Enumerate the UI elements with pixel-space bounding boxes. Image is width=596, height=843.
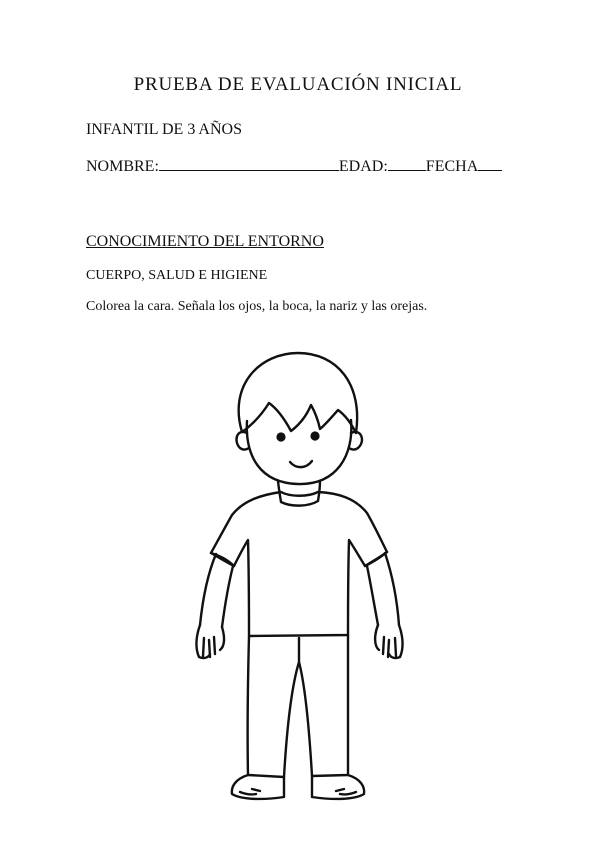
left-arm bbox=[200, 554, 216, 625]
course-label: INFANTIL DE 3 AÑOS bbox=[86, 121, 242, 138]
mouth bbox=[290, 461, 312, 467]
subsection-heading: CUERPO, SALUD E HIGIENE bbox=[86, 268, 268, 283]
name-field[interactable] bbox=[159, 156, 339, 171]
age-field[interactable] bbox=[388, 156, 426, 171]
section-heading: CONOCIMIENTO DEL ENTORNO bbox=[86, 233, 324, 250]
age-label: EDAD: bbox=[338, 158, 388, 175]
page-title: PRUEBA DE EVALUACIÓN INICIAL bbox=[133, 74, 463, 95]
left-eye bbox=[278, 434, 285, 441]
right-hand bbox=[375, 625, 402, 658]
name-label: NOMBRE: bbox=[86, 158, 159, 175]
boy-illustration bbox=[180, 345, 420, 815]
pants bbox=[248, 635, 348, 777]
face bbox=[247, 420, 352, 484]
date-label: FECHA bbox=[425, 158, 479, 175]
right-eye bbox=[312, 433, 319, 440]
right-arm bbox=[367, 566, 378, 625]
date-field[interactable] bbox=[478, 156, 502, 171]
right-shoe bbox=[312, 775, 364, 799]
shirt bbox=[211, 492, 387, 636]
hair bbox=[239, 353, 357, 433]
student-info-row bbox=[86, 156, 502, 176]
left-shoe bbox=[232, 775, 284, 799]
instruction-text: Colorea la cara. Señala los ojos, la boca, la nariz y las orejas. bbox=[86, 299, 428, 314]
left-hand bbox=[196, 625, 224, 658]
